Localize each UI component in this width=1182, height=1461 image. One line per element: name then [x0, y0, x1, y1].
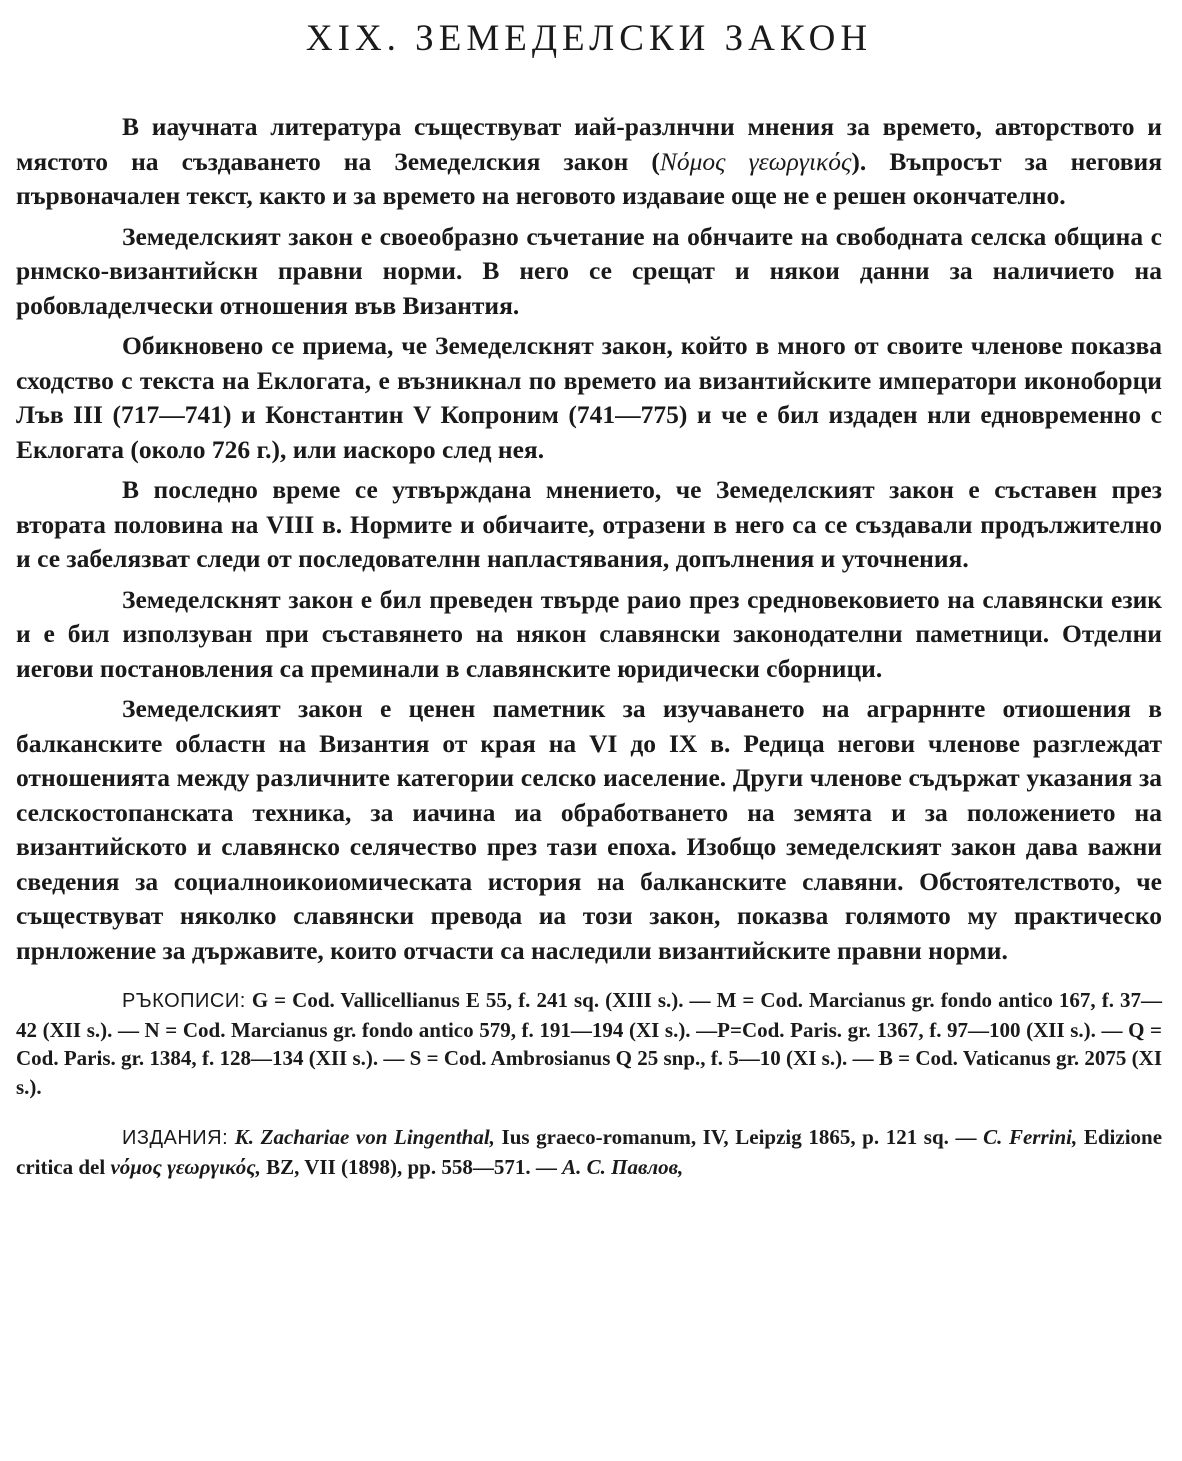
paragraph-6: Земеделският закон е ценен паметник за изучаването на аграрннте отиошения в балканските областн на Византия от края на VI до IX в. Редица негови членове разглеждат отношенията между различните категории селско иаселение. Други членове съдържат указания за селскостопанската техника, за иачина иа обработването на земята и за положението на византийското и славянско селячество през тази епоха. Изобщо земеделският закон дава важни сведения за социалноикоиомическата история на балканските славяни. Обстоятелството, че съществуват няколко славянски превода иа този закон, показва голямото му практическо прнложение за държавите, които отчасти са наследили византийските правни норми. [16, 694, 1162, 965]
paragraph-3: Обикновено се приема, че Земеделскнят закон, който в много от своите членове показва сходство с текста на Еклогата, е възникнал по времето иа византийските императори иконоборци Лъв III (717—741) и Константин V Копроним (741—775) и че е бил издаден нли едновременно с Еклогата (около 726 г.), или иаскоро след нея. [16, 331, 1162, 464]
edition-author-2: C. Ferrini, [983, 1125, 1078, 1149]
paragraph-1 [16, 110, 1162, 214]
manuscripts-text: G = Cod. Vallicellianus E 55, f. 241 sq. (XIII s.). — M = Cod. Marcianus gr. fondo antico 167, f. 37—42 (XII s.). — N = Cod. Marcianus gr. fondo antico 579, f. 191—194 (XI s.). —P=Cod. Paris. gr. 1367, f. 97—100 (XII s.). — Q = Cod. Paris. gr. 1384, f. 128—134 (XII s.). — S = Cod. Ambrosianus Q 25 snp., f. 5—10 (XI s.). — B = Cod. Vaticanus gr. 2075 (XI s.). [16, 988, 1162, 1099]
manuscripts-label: РЪКОПИСИ: [122, 990, 246, 1012]
chapter-title: XIX. ЗЕМЕДЕЛСКИ ЗАКОН [305, 18, 873, 59]
main-text [16, 110, 1162, 968]
page [16, 14, 1162, 1203]
paragraph-2: Земеделският закон е своеобразно съчетание на обнчаите на свободната селска община с рнмско-византийскн правни норми. В него се срещат и някои данни за наличието на робовладелчески отношения във Византия. [16, 221, 1162, 320]
paragraph-1-text: В иаучната литература съществуват иай-разлнчни мнения за времето, авторството и мястото на създаването на Земеделския закон ( [16, 112, 1162, 176]
edition-author-3: А. С. Павлов, [562, 1154, 684, 1179]
edition-text-3: BZ, VII (1898), pp. 558—571. — [266, 1154, 557, 1179]
paragraph-5: Земеделскнят закон е бил преведен твърде раио през средновековието на славянски език и е бил използуван при съставянето на някон славянски законодателни паметници. Отделни иегови постановления са преминали в славянските юридически сборници. [16, 584, 1162, 683]
edition-text-1: Ius graeco-romanum, IV, Leipzig 1865, p. 121 sq. — [501, 1125, 977, 1149]
editions-label: ИЗДАНИЯ: [122, 1127, 229, 1149]
greek-term: Νόμος γεωργικός [659, 146, 852, 176]
manuscripts-note [16, 986, 1162, 1101]
editions-note [16, 1123, 1162, 1181]
edition-author-1: K. Zachariae von Lingenthal, [234, 1125, 495, 1149]
paragraph-1-text-end: ). Въпросът за неговия първоначален текст, както и за времето на неговото издаваие още не е решен окончателно. [16, 146, 1163, 210]
paragraph-4: В последно време се утвърждана мнението, че Земеделският закон е съставен през втората половина на VIII в. Нормите и обичаите, отразени в него са се създавали продължително и се забелязват следи от последователнн напластявания, допълнения и уточнения. [16, 475, 1162, 573]
bibliography [16, 986, 1162, 1181]
edition-text-2: Edizione critica del [16, 1125, 1163, 1179]
edition-greek-term: νόμος γεωργικός, [110, 1154, 261, 1179]
